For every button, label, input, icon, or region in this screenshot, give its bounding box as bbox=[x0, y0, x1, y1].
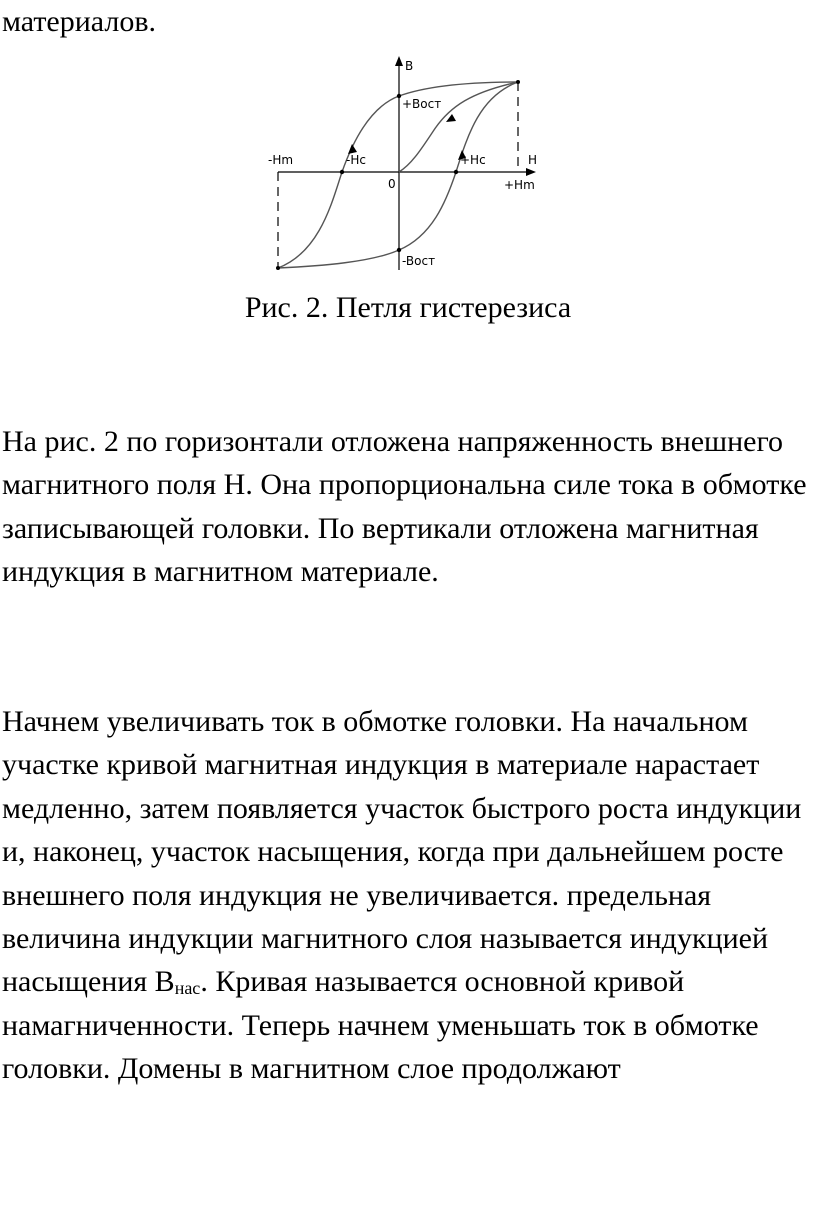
h-axis-label: H bbox=[528, 153, 538, 167]
initial-magnetization-curve bbox=[399, 82, 518, 172]
hc-pos-point bbox=[454, 170, 458, 174]
b-rem-neg-point bbox=[397, 248, 401, 252]
b-rem-pos-label: +Bост bbox=[402, 97, 442, 111]
hc-neg-label: -Hc bbox=[346, 153, 366, 167]
b-rem-pos-point bbox=[397, 94, 401, 98]
paragraph-magnetization-part2: . Кривая называется основной кривой намагниченности. Теперь начнем уменьшать ток в обмотке головки. Домены в магнитном слое продолжают bbox=[2, 965, 759, 1086]
h-axis-arrow bbox=[526, 168, 536, 176]
top-text-fragment: материалов. bbox=[2, 5, 157, 38]
neg-saturation-point bbox=[276, 266, 280, 270]
b-axis-label: B bbox=[405, 59, 414, 73]
origin-label: 0 bbox=[388, 177, 396, 191]
ascending-branch bbox=[278, 82, 518, 268]
paragraph-axes-description: На рис. 2 по горизонтали отложена напряженность внешнего магнитного поля H. Она пропорциональна силе тока в обмотке записывающей головки. По вертикали отложена магнитная индукция в магнитном материале. bbox=[2, 425, 807, 589]
hc-neg-point bbox=[340, 170, 344, 174]
figure-caption: Рис. 2. Петля гистерезиса bbox=[244, 291, 572, 324]
b-rem-neg-label: -Bост bbox=[402, 254, 436, 268]
b-nas-subscript: нас bbox=[174, 978, 201, 999]
paragraph-magnetization-part1: Начнем увеличивать ток в обмотке головки. На начальном участке кривой магнитная индукция в материале нарастает медленно, затем появляется участок быстрого роста индукции и, наконец, участок насыщения, когда при дальнейшем росте внешнего поля индукция не увеличивается. предельная величина индукции магнитного слоя называется индукцией насыщения B bbox=[2, 705, 802, 999]
hysteresis-loop-figure bbox=[262, 52, 552, 276]
h-max-pos-label: +Hm bbox=[504, 178, 535, 192]
b-axis-arrow bbox=[395, 56, 403, 66]
paragraph-magnetization bbox=[2, 700, 814, 1091]
h-max-neg-label: -Hm bbox=[268, 153, 294, 167]
saturation-point bbox=[516, 80, 520, 84]
hc-pos-label: +Hc bbox=[460, 153, 486, 167]
initial-direction-arrow bbox=[446, 114, 456, 122]
